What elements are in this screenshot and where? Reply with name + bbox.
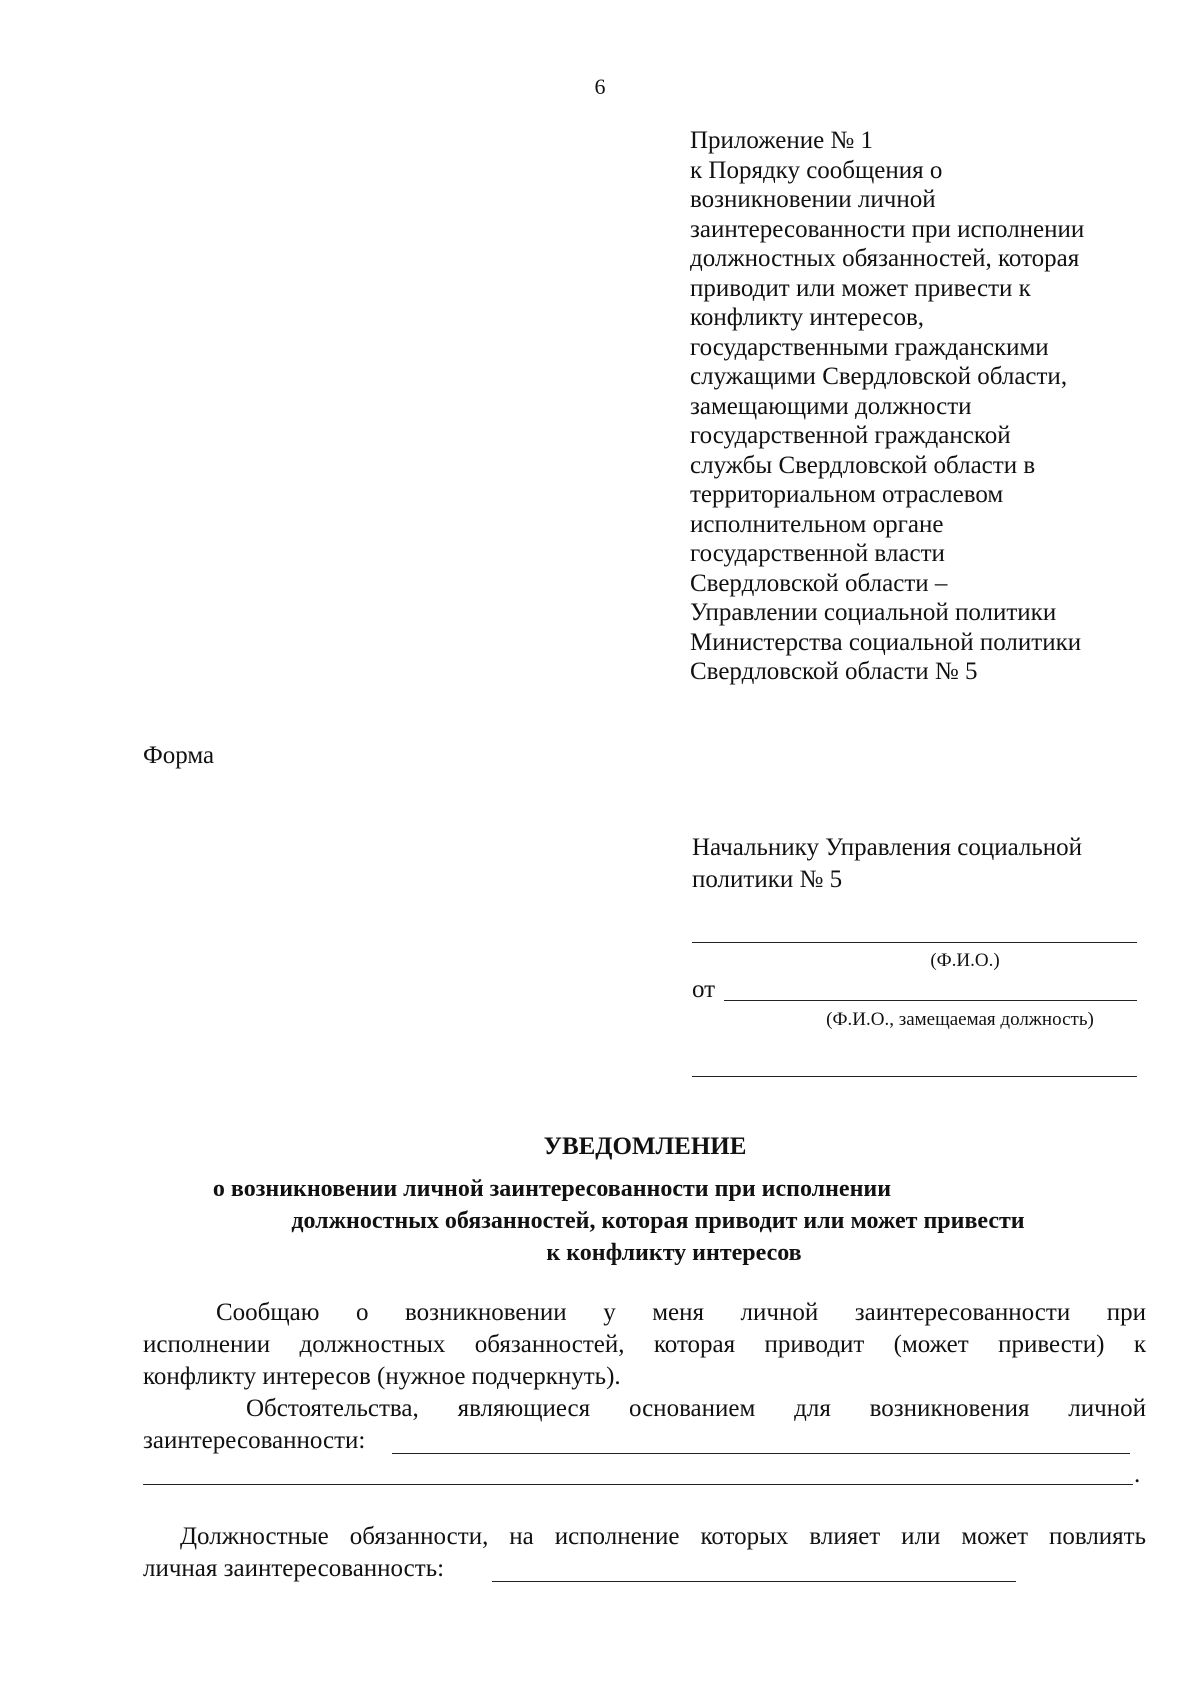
paragraph-3-line-1: Должностные обязанности, на исполнение которых влияет или может повлиять <box>180 1523 1146 1550</box>
appendix-line-18: Министерства социальной политики <box>690 628 1082 656</box>
notice-title: УВЕДОМЛЕНИЕ <box>543 1133 747 1160</box>
appendix-block <box>690 126 1170 687</box>
duties-line <box>492 1581 1016 1582</box>
appendix-line-3: возникновении личной <box>690 186 936 213</box>
appendix-line-10: замещающими должности <box>690 392 972 420</box>
fio-caption: (Ф.И.О.) <box>930 950 1000 971</box>
appendix-line-15: государственной власти <box>690 540 945 567</box>
paragraph-1-line-3: конфликту интересов (нужное подчеркнуть). <box>143 1363 621 1390</box>
page-number: 6 <box>594 74 606 99</box>
addressee-block <box>692 832 1162 896</box>
fio-line <box>692 942 1137 943</box>
circumstances-line-2 <box>143 1484 1133 1485</box>
paragraph-1-line-2: исполнении должностных обязанностей, которая приводит (может привести) к <box>143 1331 1146 1358</box>
paragraph-1-line-1: Сообщаю о возникновении у меня личной заинтересованности при <box>216 1299 1146 1326</box>
position-line <box>692 1076 1137 1077</box>
addressee-line-2: политики № 5 <box>692 866 843 893</box>
circumstances-line-1 <box>392 1453 1130 1454</box>
appendix-line-8: государственными гражданскими <box>690 333 1049 361</box>
appendix-line-11: государственной гражданской <box>690 422 1011 449</box>
paragraph-2-line-1: Обстоятельства, являющиеся основанием для возникновения личной <box>246 1395 1146 1422</box>
addressee-line-1: Начальнику Управления социальной <box>692 834 1083 861</box>
appendix-line-1: Приложение № 1 <box>690 127 874 154</box>
paragraph-3-line-2: личная заинтересованность: <box>143 1555 445 1582</box>
appendix-line-14: исполнительном органе <box>690 510 944 538</box>
appendix-line-7: конфликту интересов, <box>690 304 924 331</box>
notice-subtitle-line-1: о возникновении личной заинтересованности при исполнении <box>212 1176 892 1202</box>
notice-subtitle-line-2: должностных обязанностей, которая приводит или может привести <box>291 1208 1025 1234</box>
notice-subtitle-line-3: к конфликту интересов <box>546 1240 802 1266</box>
appendix-line-13: территориальном отраслевом <box>690 481 1004 508</box>
from-line <box>724 1000 1137 1001</box>
paragraph-2-line-2: заинтересованности: <box>143 1427 366 1454</box>
appendix-line-2: к Порядку сообщения о <box>690 156 943 184</box>
from-label: от <box>692 976 716 1003</box>
form-label: Форма <box>143 742 215 769</box>
appendix-line-12: службы Свердловской области в <box>690 451 1036 479</box>
appendix-line-19: Свердловской области № 5 <box>690 658 978 685</box>
appendix-line-16: Свердловской области – <box>690 569 948 597</box>
appendix-line-6: приводит или может привести к <box>690 274 1031 302</box>
appendix-line-17: Управлении социальной политики <box>690 599 1057 626</box>
appendix-line-5: должностных обязанностей, которая <box>690 245 1080 272</box>
appendix-line-4: заинтересованности при исполнении <box>690 215 1085 243</box>
from-caption: (Ф.И.О., замещаемая должность) <box>826 1009 1094 1030</box>
circumstances-end-dot: . <box>1134 1461 1141 1488</box>
appendix-line-9: служащими Свердловской области, <box>690 363 1068 390</box>
